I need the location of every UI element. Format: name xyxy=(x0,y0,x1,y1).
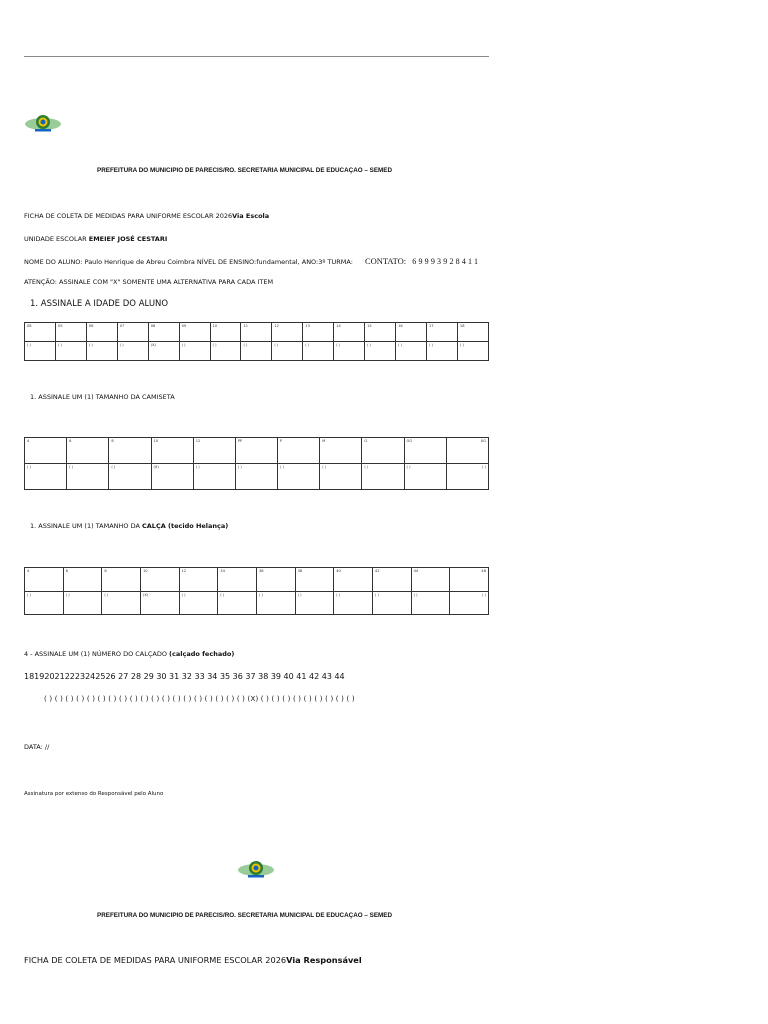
pants-option-cell[interactable]: ( ) xyxy=(411,591,450,615)
age-header-cell[interactable]: 13 xyxy=(303,323,334,342)
shirt-option-cell[interactable]: ( ) xyxy=(320,464,362,490)
attention-line: ATENÇÃO: ASSINALE COM "X" SOMENTE UMA ALTERNATIVA PARA CADA ITEM xyxy=(24,278,274,286)
age-option-cell[interactable]: ( ) xyxy=(179,342,210,361)
shirt-option-cell[interactable]: ( ) xyxy=(446,464,488,490)
pants-option-cell[interactable]: (X) xyxy=(140,591,179,615)
age-header-cell[interactable]: 07 xyxy=(117,323,148,342)
pants-header-cell[interactable]: 42 xyxy=(372,568,411,592)
age-question-title: 1. ASSINALE A IDADE DO ALUNO xyxy=(30,299,169,309)
age-option-cell[interactable]: ( ) xyxy=(86,342,117,361)
pants-header-cell[interactable]: 4 xyxy=(25,568,64,592)
age-option-cell[interactable]: (X) xyxy=(148,342,179,361)
age-header-cell[interactable]: 12 xyxy=(272,323,303,342)
pants-title-text: 1. ASSINALE UM (1) TAMANHO DA xyxy=(30,522,142,530)
age-header-cell[interactable]: 18 xyxy=(457,323,488,342)
crest-logo xyxy=(23,112,63,136)
shirt-header-cell[interactable]: 6 xyxy=(67,438,109,464)
shirt-header-cell[interactable]: G xyxy=(362,438,404,464)
age-header-cell[interactable]: 15 xyxy=(365,323,396,342)
school-unit xyxy=(24,235,167,243)
contact-label: CONTATO: xyxy=(364,256,407,266)
shirt-header-cell[interactable]: P xyxy=(278,438,320,464)
shirt-header-cell[interactable]: 8 xyxy=(109,438,151,464)
shirt-option-cell[interactable]: ( ) xyxy=(109,464,151,490)
age-option-cell[interactable]: ( ) xyxy=(117,342,148,361)
pants-header-cell[interactable]: 46 xyxy=(450,568,489,592)
age-option-cell[interactable]: ( ) xyxy=(272,342,303,361)
pants-header-cell[interactable]: 10 xyxy=(140,568,179,592)
pants-header-cell[interactable]: 34 xyxy=(218,568,257,592)
age-option-cell[interactable]: ( ) xyxy=(457,342,488,361)
shoe-title-text: 4 - ASSINALE UM (1) NÚMERO DO CALÇADO xyxy=(24,650,170,658)
age-header-cell[interactable]: 08 xyxy=(148,323,179,342)
pants-header-cell[interactable]: 8 xyxy=(102,568,141,592)
age-header-cell[interactable]: 08 xyxy=(25,323,56,342)
pants-option-cell[interactable]: ( ) xyxy=(256,591,295,615)
shirt-header-cell[interactable]: 4 xyxy=(25,438,67,464)
age-table xyxy=(24,322,489,361)
shirt-option-cell[interactable]: ( ) xyxy=(404,464,446,490)
pants-option-cell[interactable]: ( ) xyxy=(295,591,334,615)
contact-number: 69993928411 xyxy=(412,257,481,266)
school-unit-value: EMEIEF JOSÉ CESTARI xyxy=(88,235,168,243)
shirt-option-cell[interactable]: ( ) xyxy=(278,464,320,490)
shirt-header-cell[interactable]: 12 xyxy=(193,438,235,464)
shoe-title-detail: (calçado fechado) xyxy=(169,650,235,658)
age-option-cell[interactable]: ( ) xyxy=(426,342,457,361)
shirt-option-cell[interactable]: ( ) xyxy=(67,464,109,490)
shirt-option-cell[interactable]: ( ) xyxy=(25,464,67,490)
pants-question-title xyxy=(30,522,228,530)
shoe-size-marks: ( ) ( ) ( ) ( ) ( ) ( ) ( ) ( ) ( ) ( ) ( ) ( ) ( ) ( ) ( ) ( ) ( ) ( ) ( ) (X) ( ) ( ) ( ) ( ) ( ) ( ) ( ) ( ) ( ) xyxy=(44,695,355,703)
age-header-cell[interactable]: 05 xyxy=(55,323,86,342)
age-option-cell[interactable]: ( ) xyxy=(334,342,365,361)
form-title-text: FICHA DE COLETA DE MEDIDAS PARA UNIFORME ESCOLAR 2026 xyxy=(24,212,233,220)
org-header-bottom: PREFEITURA DO MUNICIPIO DE PARECIS/RO. SECRETARIA MUNICIPAL DE EDUCAÇAO – SEMED xyxy=(97,912,393,919)
shirt-option-cell[interactable]: ( ) xyxy=(362,464,404,490)
shirt-option-cell[interactable]: ( ) xyxy=(235,464,277,490)
shirt-header-cell[interactable]: XG xyxy=(446,438,488,464)
age-header-cell[interactable]: 06 xyxy=(86,323,117,342)
pants-option-cell[interactable]: ( ) xyxy=(450,591,489,615)
student-info: NOME DO ALUNO: Paulo Henrique de Abreu Coimbra NÍVEL DE ENSINO:fundamental, ANO:3º TURMA: xyxy=(24,258,353,266)
pants-header-cell[interactable]: 44 xyxy=(411,568,450,592)
org-header: PREFEITURA DO MUNICIPIO DE PARECIS/RO. SECRETARIA MUNICIPAL DE EDUCAÇAO – SEMED xyxy=(97,167,393,174)
top-divider xyxy=(24,56,489,57)
age-option-cell[interactable]: ( ) xyxy=(55,342,86,361)
signature-label: Assinatura por extenso do Responsável pelo Aluno xyxy=(24,791,164,797)
pants-header-cell[interactable]: 40 xyxy=(334,568,373,592)
pants-option-cell[interactable]: ( ) xyxy=(63,591,102,615)
date-label: DATA: // xyxy=(24,743,50,751)
pants-option-cell[interactable]: ( ) xyxy=(179,591,218,615)
shoe-question-title xyxy=(24,650,234,658)
form-title-copy: Via Escola xyxy=(232,212,270,220)
student-line xyxy=(24,256,480,266)
age-header-cell[interactable]: 16 xyxy=(396,323,427,342)
bottom-title-copy: Via Responsável xyxy=(286,955,362,965)
shirt-option-cell[interactable]: ( ) xyxy=(193,464,235,490)
age-option-cell[interactable]: ( ) xyxy=(241,342,272,361)
shirt-size-table xyxy=(24,437,489,490)
age-header-cell[interactable]: 17 xyxy=(426,323,457,342)
age-header-cell[interactable]: 10 xyxy=(210,323,241,342)
shoe-size-numbers: 181920212223242526 27 28 29 30 31 32 33 34 35 36 37 38 39 40 41 42 43 44 xyxy=(24,672,345,681)
bottom-title-text: FICHA DE COLETA DE MEDIDAS PARA UNIFORME ESCOLAR 2026 xyxy=(24,955,287,965)
age-option-cell[interactable]: ( ) xyxy=(210,342,241,361)
pants-header-cell[interactable]: 6 xyxy=(63,568,102,592)
shirt-question-title: 1. ASSINALE UM (1) TAMANHO DA CAMISETA xyxy=(30,393,175,401)
age-header-cell[interactable]: 14 xyxy=(334,323,365,342)
shirt-header-cell[interactable]: M xyxy=(320,438,362,464)
pants-option-cell[interactable]: ( ) xyxy=(372,591,411,615)
age-option-cell[interactable]: ( ) xyxy=(365,342,396,361)
crest-logo-bottom xyxy=(236,858,276,882)
shirt-header-cell[interactable]: PP xyxy=(235,438,277,464)
form-title xyxy=(24,212,269,220)
pants-option-cell[interactable]: ( ) xyxy=(102,591,141,615)
pants-header-cell[interactable]: 12 xyxy=(179,568,218,592)
age-header-cell[interactable]: 11 xyxy=(241,323,272,342)
pants-header-cell[interactable]: 38 xyxy=(295,568,334,592)
pants-title-detail: CALÇA (tecido Helança) xyxy=(142,522,229,530)
school-unit-label: UNIDADE ESCOLAR xyxy=(24,235,89,243)
pants-option-cell[interactable]: ( ) xyxy=(25,591,64,615)
pants-size-table xyxy=(24,567,489,615)
form-title-bottom xyxy=(24,955,362,965)
age-option-cell[interactable]: ( ) xyxy=(303,342,334,361)
age-option-cell[interactable]: ( ) xyxy=(25,342,56,361)
pants-option-cell[interactable]: ( ) xyxy=(334,591,373,615)
age-option-cell[interactable]: ( ) xyxy=(396,342,427,361)
pants-header-cell[interactable]: 36 xyxy=(256,568,295,592)
shirt-header-cell[interactable]: GG xyxy=(404,438,446,464)
shirt-option-cell[interactable]: (X) xyxy=(151,464,193,490)
age-header-cell[interactable]: 09 xyxy=(179,323,210,342)
pants-option-cell[interactable]: ( ) xyxy=(218,591,257,615)
shirt-header-cell[interactable]: 10 xyxy=(151,438,193,464)
